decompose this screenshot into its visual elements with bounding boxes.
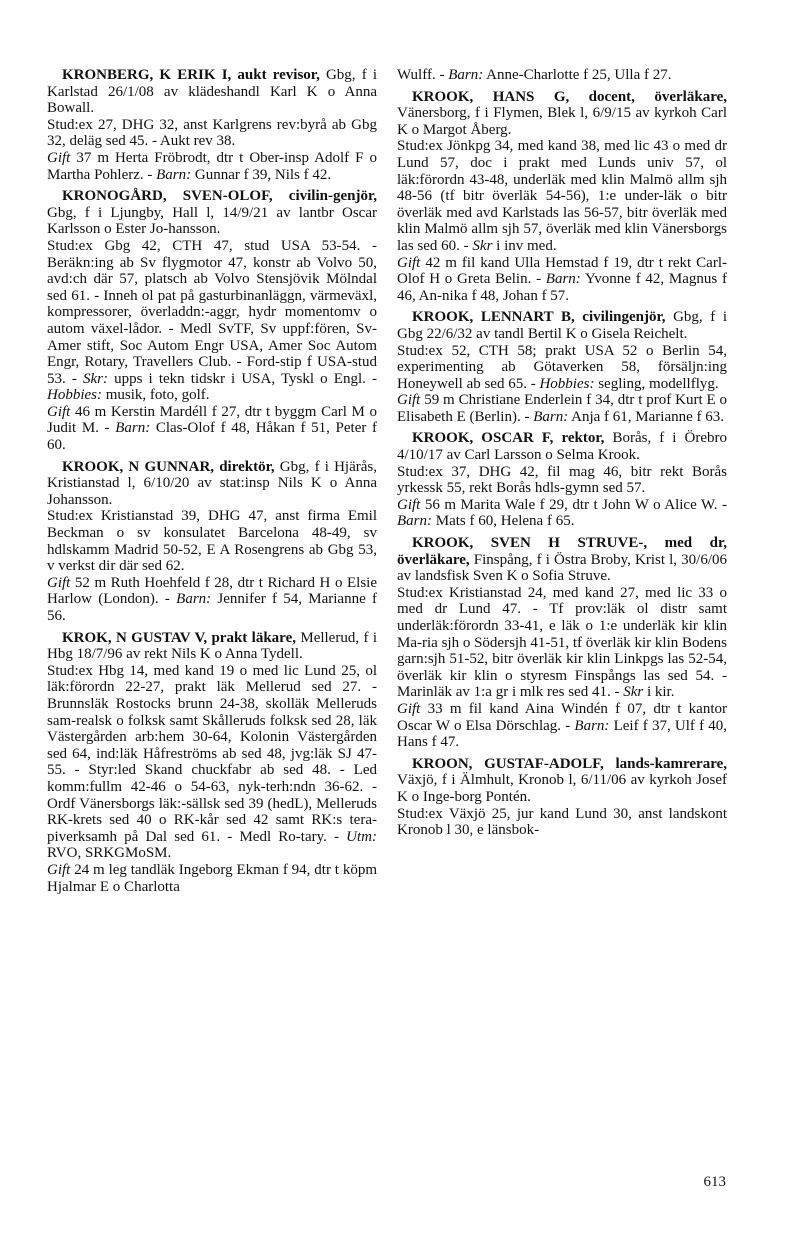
entry-intro — [47, 459, 377, 509]
entry-text: musik, foto, golf. — [102, 387, 210, 404]
entry-text: 52 m Ruth Hoehfeld f 28, dtr t Richard H o Elsie Harlow (London). - — [47, 574, 377, 608]
entry-text: Mats f 60, Helena f 65. — [432, 513, 575, 530]
biography-entry — [397, 756, 727, 839]
biography-entry — [397, 89, 727, 305]
italic-label: Barn: — [176, 591, 212, 608]
entry-text: Gbg, f i Gbg 22/6/32 av tandl Bertil K o Gisela Reichelt. — [397, 309, 727, 342]
entry-paragraph — [47, 404, 377, 454]
entry-text: Vänersborg, f i Flymen, Blek l, 6/9/15 av kyrkoh Carl K o Margot Åberg. — [397, 105, 727, 138]
entry-text: 59 m Christiane Enderlein f 34, dtr t prof Kurt E o Elisabeth E (Berlin). - — [397, 392, 727, 425]
entry-paragraph — [397, 343, 727, 393]
entry-intro — [47, 67, 377, 117]
biography-entry — [47, 630, 377, 896]
entry-text: Gbg, f i Karlstad 26/1/08 av klädeshandl Karl K o Anna Bowall. — [47, 67, 377, 117]
entry-intro — [397, 89, 727, 139]
entry-text: Gunnar f 39, Nils f 42. — [191, 166, 332, 183]
entry-text: Stud:ex Kristianstad 39, DHG 47, anst firma Emil Beckman o sv konsulatet Barcelona 48-49, sv hdlskamm Madrid 50-52, E A Rosengrens ab Gbg 53, v verkst dir där sed 62. — [47, 508, 377, 575]
entry-paragraph — [47, 508, 377, 574]
entry-text: Stud:ex Jönkpg 34, med kand 38, med lic 43 o med dr Lund 57, doc i prakt med Lunds univ 57, ol läk:förordn 43-48, underläk med klin Malmö allm sjh 48-56 (tf bitr överläk 54-56), 1:e under-läk o bitr överläk med avd Karlstads las 56-57, bitr överläk med klin Malmö allm sjh 57, överläk med klin Vänersborgs las sed 60. - — [397, 138, 727, 254]
entry-paragraph — [47, 663, 377, 862]
entry-text: Växjö, f i Älmhult, Kronob l, 6/11/06 av kyrkoh Josef K o Inge-borg Pontén. — [397, 772, 727, 805]
entry-text: Mellerud, f i Hbg 18/7/96 av rekt Nils K o Anna Tydell. — [47, 629, 377, 663]
entry-text: Stud:ex Hbg 14, med kand 19 o med lic Lund 25, ol läk:förordn 22-27, prakt läk Mellerud sed 27. - Brunnsläk Rostocks brunn 24-38, skolläk Melleruds sam-realsk o folksk samt Skålleruds folksk sed 28, läk Västergården arb:hem 30-64, Kolonin Västergården sed 64, ind:läk Håfreströms ab sed 48, jvg:läk SJ 47-55. - Styr:led Skand chuckfabr ab sed 48. - Led komm:fullm 42-46 o 54-63, nyk-terh:ndn 36-62. - Ordf Vänersborgs läk:-sällsk sed 39 (hedL), Melleruds RK-krets sed 40 o RK-kår sed 42 samt RK:s tera-piverksamh på Dal sed 61. - Medl Ro-tary. - — [47, 662, 377, 845]
italic-label: Utm: — [346, 828, 377, 845]
entry-text: Borås, f i Örebro 4/10/17 av Carl Larsson o Selma Krook. — [397, 430, 728, 464]
entry-paragraph — [397, 138, 727, 254]
entry-text: upps i tekn tidskr i USA, Tyskl o Engl. - — [107, 370, 377, 387]
entry-paragraph — [47, 150, 377, 183]
entry-paragraph — [397, 392, 727, 425]
entry-text: Stud:ex 52, CTH 58; prakt USA 52 o Berlin 54, experimenting ab Götaverken 58, försäljn:ing Honeywell ab sed 65. - — [397, 342, 727, 392]
entry-text: Finspång, f i Östra Broby, Krist l, 30/6/06 av landsfisk Sven K o Sofia Struve. — [397, 551, 727, 585]
entry-text: Stud:ex 37, DHG 42, fil mag 46, bitr rekt Borås yrkessk 55, rekt Borås hdls-gymn sed 57. — [397, 463, 727, 497]
page-number: 613 — [703, 1174, 726, 1190]
entry-paragraph — [47, 862, 377, 895]
entry-intro — [47, 188, 377, 238]
biography-entry — [47, 459, 377, 625]
entry-intro — [397, 309, 727, 342]
entry-text: 42 m fil kand Ulla Hemstad f 19, dtr t rekt Carl-Olof H o Greta Belin. - — [397, 254, 727, 288]
entry-text: Stud:ex Kristianstad 24, med kand 27, med lic 33 o med dr Lund 47. - Tf prov:läk ol distr samt underläk:förordn 33-41, e läk o 1:e underläk kir klin Ma-ria sjh o Södersjh 41-51, tf överläk kir klin Bodens garn:sjh 51-52, bitr överläk kir klin Linkpgs las 52-54, överläk kir klin o styresm Finspångs las sed 54. - Marinläk av 1:a gr i mlk res sed 41. - — [397, 584, 727, 701]
biography-entry — [397, 67, 727, 84]
entry-heading: KROOK, N GUNNAR, direktör, — [62, 458, 275, 475]
italic-label: Hobbies: — [539, 375, 595, 392]
italic-label: Hobbies: — [47, 387, 102, 404]
italic-label: Barn: — [448, 67, 484, 83]
italic-label: Barn: — [397, 513, 432, 530]
italic-label: Skr — [472, 237, 493, 254]
italic-label: Gift — [47, 574, 71, 591]
italic-label: Gift — [397, 496, 421, 513]
entry-text: Jennifer f 54, Marianne f 56. — [47, 591, 377, 624]
entry-text: Stud:ex Gbg 42, CTH 47, stud USA 53-54. - Beräkn:ing ab Sv flygmotor 47, konstr ab Volvo 50, avd:ch där 57, platsch ab Volvo Stensjövik Mölndal sed 61. - Inneh ol pat på gasturbinanläggn, värmeväxl, kompressorer, överladdn:-aggr, hydr momentomv o autom växel-lådor. - Medl SvTF, Sv uppf:fören, Sv-Amer stift, Soc Autom Engr USA, Amer Soc Autom Engr, Rotary, Travellers Club. - Ford-stip f USA-stud 53. - — [47, 237, 377, 387]
entry-text: RVO, SRKGMoSM. — [47, 845, 172, 862]
entry-heading: KROOK, LENNART B, civilingenjör, — [412, 309, 666, 326]
entry-paragraph — [47, 117, 377, 150]
italic-label: Gift — [397, 700, 421, 717]
entry-intro — [397, 67, 727, 84]
entry-text: Gbg, f i Ljungby, Hall l, 14/9/21 av lantbr Oscar Karlsson o Ester Jo-hansson. — [47, 204, 377, 238]
italic-label: Barn: — [545, 271, 581, 288]
entry-text: Anja f 61, Marianne f 63. — [568, 408, 725, 425]
entry-text: i kir. — [643, 684, 675, 701]
entry-heading: KRONBERG, K ERIK I, aukt revisor, — [62, 67, 320, 83]
entry-intro — [397, 756, 727, 806]
entry-text: Gbg, f i Hjärås, Kristianstad l, 6/10/20 av stat:insp Nils K o Anna Johansson. — [47, 458, 377, 508]
entry-paragraph — [397, 255, 727, 305]
entry-heading: KROK, N GUSTAV V, prakt läkare, — [62, 629, 296, 646]
entry-heading: KROOK, OSCAR F, rektor, — [412, 430, 605, 447]
entry-text: Leif f 37, Ulf f 40, Hans f 47. — [397, 717, 727, 751]
entry-text: Yvonne f 42, Magnus f 46, An-nika f 48, Johan f 57. — [397, 271, 727, 304]
entry-paragraph — [47, 575, 377, 625]
entry-text: Stud:ex 27, DHG 32, anst Karlgrens rev:byrå ab Gbg 32, deläg sed 45. - Aukt rev 38. — [47, 116, 377, 150]
entry-paragraph — [397, 585, 727, 701]
entry-paragraph — [47, 238, 377, 404]
italic-label: Gift — [397, 254, 421, 271]
italic-label: Barn: — [115, 420, 151, 437]
italic-label: Skr — [623, 684, 644, 701]
right-column — [397, 67, 727, 839]
entry-text: 24 m leg tandläk Ingeborg Ekman f 94, dtr t köpm Hjalmar E o Charlotta — [47, 861, 377, 895]
entry-paragraph — [397, 497, 727, 530]
entry-text: 33 m fil kand Aina Windén f 07, dtr t kantor Oscar W o Elsa Dörschlag. - — [397, 700, 727, 734]
biography-entry — [47, 188, 377, 454]
entry-intro — [397, 430, 727, 463]
entry-text: 56 m Marita Wale f 29, dtr t John W o Alice W. - — [420, 496, 727, 513]
entry-intro — [47, 630, 377, 663]
entry-text: Wulff. - — [397, 67, 449, 83]
entry-paragraph — [397, 464, 727, 497]
entry-text: 46 m Kerstin Mardéll f 27, dtr t byggm Carl M o Judit M. - — [47, 403, 377, 437]
italic-label: Gift — [397, 392, 421, 409]
italic-label: Barn: — [533, 408, 569, 425]
entry-text: i inv med. — [492, 237, 557, 254]
left-column — [47, 67, 377, 895]
entry-heading: KROOK, SVEN H STRUVE-, med dr, överläkare, — [397, 535, 727, 568]
biography-entry — [397, 430, 727, 530]
italic-label: Barn: — [574, 717, 610, 734]
entry-text: Stud:ex Växjö 25, jur kand Lund 30, anst landskont Kronob l 30, e länsbok- — [397, 805, 727, 839]
biography-entry — [397, 309, 727, 425]
italic-label: Skr: — [82, 370, 108, 387]
entry-text: segling, modellflyg. — [594, 375, 719, 392]
entry-heading: KRONOGÅRD, SVEN-OLOF, civilin-genjör, — [62, 188, 377, 205]
entry-paragraph — [397, 806, 727, 839]
italic-label: Barn: — [156, 166, 192, 183]
italic-label: Gift — [47, 861, 71, 878]
entry-text: 37 m Herta Fröbrodt, dtr t Ober-insp Adolf F o Martha Pohlerz. - — [47, 149, 377, 183]
entry-heading: KROOK, HANS G, docent, överläkare, — [412, 88, 727, 105]
biography-entry — [47, 67, 377, 183]
entry-text: Clas-Olof f 48, Håkan f 51, Peter f 60. — [47, 420, 377, 454]
entry-paragraph — [397, 701, 727, 751]
biography-entry — [397, 535, 727, 751]
entry-heading: KROON, GUSTAF-ADOLF, lands-kamrerare, — [412, 755, 727, 772]
entry-intro — [397, 535, 727, 585]
italic-label: Gift — [47, 403, 71, 420]
entry-text: Anne-Charlotte f 25, Ulla f 27. — [483, 67, 672, 83]
italic-label: Gift — [47, 149, 71, 166]
